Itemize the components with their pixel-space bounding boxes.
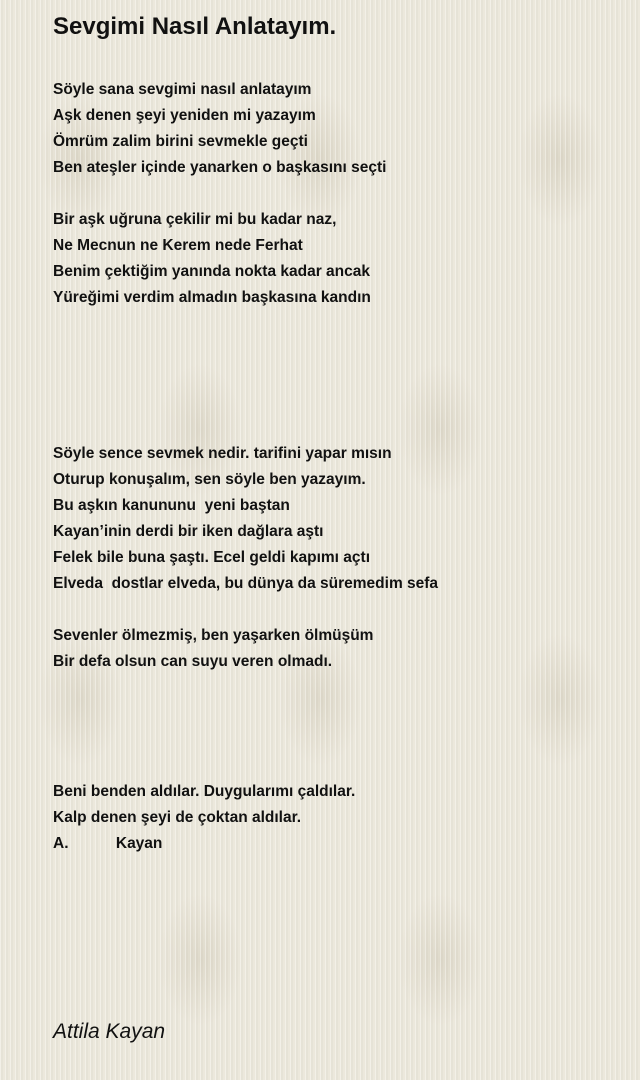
stanza-gap	[53, 181, 623, 207]
poem-line: Kayan’inin derdi bir iken dağlara aştı	[53, 523, 324, 540]
poem-line: Beni benden aldılar. Duygularımı çaldılar.	[53, 783, 356, 800]
poem-line: Benim çektiğim yanında nokta kadar ancak	[53, 263, 371, 280]
stanza-gap	[53, 675, 623, 701]
poem-line: Kalp denen şeyi de çoktan aldılar.	[53, 809, 302, 826]
stanza-gap	[53, 337, 623, 363]
stanza-gap	[53, 415, 623, 441]
poem-line: A. Kayan	[53, 835, 163, 852]
poem-line: Elveda dostlar elveda, bu dünya da süremedim sefa	[53, 575, 439, 592]
stanza-gap	[53, 363, 623, 389]
stanza-gap	[53, 701, 623, 727]
poem-line: Bir defa olsun can suyu veren olmadı.	[53, 653, 333, 670]
poem-line: Sevenler ölmezmiş, ben yaşarken ölmüşüm	[53, 627, 374, 644]
stanza-gap	[53, 727, 623, 753]
poem-line: Bir aşk uğruna çekilir mi bu kadar naz,	[53, 211, 337, 228]
poem-line: Ömrüm zalim birini sevmekle geçti	[53, 133, 308, 150]
poem-line: Söyle sana sevgimi nasıl anlatayım	[53, 81, 312, 98]
poem-line: Söyle sence sevmek nedir. tarifini yapar mısın	[53, 445, 392, 462]
stanza-gap	[53, 753, 623, 779]
poem-line: Ne Mecnun ne Kerem nede Ferhat	[53, 237, 303, 254]
stanza-gap	[53, 311, 623, 337]
poem-line: Felek bile buna şaştı. Ecel geldi kapımı açtı	[53, 549, 371, 566]
poem-line: Bu aşkın kanununu yeni baştan	[53, 497, 290, 514]
stanza-gap	[53, 597, 623, 623]
author-name: Attila Kayan	[53, 1020, 166, 1043]
poem-line: Oturup konuşalım, sen söyle ben yazayım.	[53, 471, 366, 488]
stanza-gap	[53, 389, 623, 415]
poem-line: Yüreğimi verdim almadın başkasına kandın	[53, 289, 371, 306]
poem-body	[53, 77, 623, 857]
poem-title: Sevgimi Nasıl Anlatayım.	[53, 13, 337, 40]
poem-line: Ben ateşler içinde yanarken o başkasını seçti	[53, 159, 387, 176]
poem-line: Aşk denen şeyi yeniden mi yazayım	[53, 107, 316, 124]
